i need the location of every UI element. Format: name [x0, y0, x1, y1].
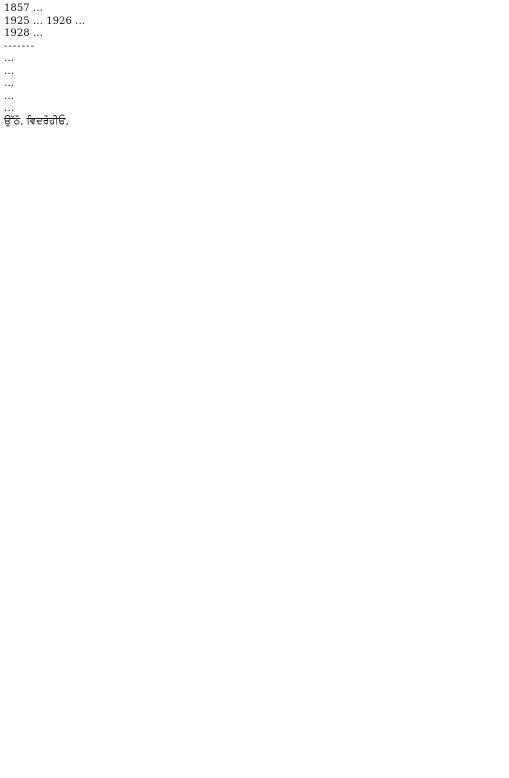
paragraph-10: ਉੱਠੋ, ਵਿਦਰੋਹੀਓ,	[4, 115, 69, 127]
paragraph-1: 1857 …	[4, 3, 43, 14]
paragraph-3: 1928 …	[4, 28, 43, 40]
paragraph-4: -------	[4, 40, 35, 52]
paragraph-5: …	[4, 53, 15, 65]
paragraph-9: …	[4, 103, 15, 115]
paragraph-8: …	[4, 90, 15, 102]
paragraph-7: …	[4, 78, 15, 90]
paragraph-2: 1925 … 1926 …	[4, 15, 86, 27]
paragraph-6: …	[4, 65, 15, 77]
